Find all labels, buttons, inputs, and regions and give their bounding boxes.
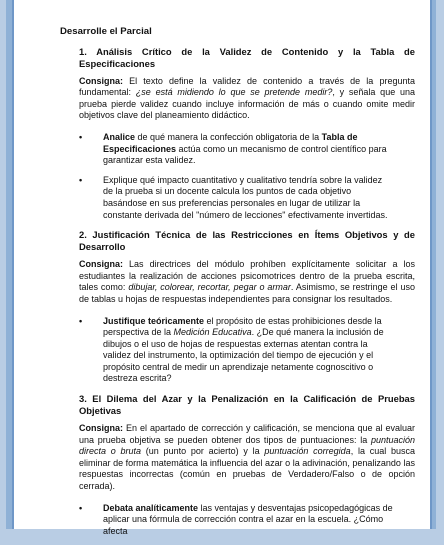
bullet-text: las ventajas y desventajas psicopedagógicas de aplicar una fórmula de corrección contra el azar en la escuela. ¿Cómo afecta xyxy=(103,502,393,536)
consigna-label: Consigna: xyxy=(79,259,123,270)
consigna-label: Consigna: xyxy=(79,75,123,86)
section-2-heading: 2. Justificación Técnica de las Restricciones en Ítems Objetivos y de Desarrollo xyxy=(79,229,415,253)
section-1-heading: 1. Análisis Crítico de la Validez de Contenido y la Tabla de Especificaciones xyxy=(79,45,415,69)
document-page xyxy=(12,0,432,536)
bullet-icon: • xyxy=(79,315,83,326)
list-item xyxy=(79,175,393,221)
consigna-text: . Asimismo, se restringe el uso de tablas u hojas de respuestas independientes para consignar los resultados. xyxy=(79,282,415,304)
bullet-text: el propósito de estas prohibiciones desde la perspectiva de la xyxy=(103,315,382,338)
bullet-text: . ¿De qué manera la inclusión de dibujos o el uso de hojas de respuestas externas atentan contra la validez del instrumento, la optimización del tiempo de ejecución y el propósito central de medir un aprendizaje netamente cognoscitivo o destreza escrita? xyxy=(103,327,384,384)
section-2-consigna xyxy=(79,259,415,305)
bullet-icon: • xyxy=(79,174,83,185)
bullet-icon: • xyxy=(79,131,83,142)
consigna-italic: dibujar, colorear, recortar, pegar o armar xyxy=(128,282,291,293)
consigna-label: Consigna: xyxy=(79,423,123,434)
list-item xyxy=(79,503,393,538)
consigna-italic: puntuación corregida xyxy=(264,446,351,457)
bullet-lead: Debata analíticamente xyxy=(103,502,199,513)
bullet-italic: Medición Educativa xyxy=(173,327,252,338)
list-item xyxy=(79,132,393,167)
section-3 xyxy=(79,393,415,537)
list-item xyxy=(79,316,393,386)
bullet-icon: • xyxy=(79,502,83,513)
document-content xyxy=(60,26,416,545)
bullet-bold: Tabla de Especificaciones xyxy=(103,131,358,154)
section-2 xyxy=(79,229,415,385)
section-3-consigna xyxy=(79,423,415,493)
bullet-lead: Analice xyxy=(103,131,136,142)
document-title: Desarrolle el Parcial xyxy=(60,26,152,37)
consigna-text: , la cual busca eliminar de forma matemática la influencia del azar o la adivinación, penalizando las respuestas incorrectas (común en pruebas de Verdadero/Falso o de opción cerrada). xyxy=(79,446,415,492)
bullet-lead: Justifique teóricamente xyxy=(103,315,205,326)
bullet-text: actúa como un mecanismo de control científico para garantizar esta validez. xyxy=(103,143,387,166)
bullet-text: de qué manera la confección obligatoria de la xyxy=(135,131,322,142)
section-1-consigna xyxy=(79,76,415,122)
consigna-text: , y señala que una prueba pierde validez cuando incluye información de más o cuando omite medir objetivos clave del planeamiento didáctico. xyxy=(79,87,415,121)
section-3-heading: 3. El Dilema del Azar y la Penalización en la Calificación de Pruebas Objetivas xyxy=(79,393,415,417)
bullet-text: Explique qué impacto cuantitativo y cualitativo tendría sobre la validez de la prueba si un docente calcula los puntos de cada objetivo basándose en sus preferencias personales en lugar de utilizar la constante derivada del "número de lecciones" efectivamente invertidas. xyxy=(103,174,388,220)
consigna-text: Las directrices del módulo prohíben explícitamente solicitar a los estudiantes la realización de acciones psicomotrices dentro de la prueba escrita, tales como: xyxy=(79,259,415,293)
section-1-bullets xyxy=(79,132,415,221)
consigna-text: En el apartado de corrección y calificación, se menciona que al evaluar una prueba objetiva se pueden obtener dos tipos de puntuaciones: la xyxy=(79,423,415,445)
consigna-italic: puntuación directa o bruta xyxy=(79,434,415,457)
consigna-text: (un punto por acierto) y la xyxy=(141,446,265,457)
consigna-text: El texto define la validez de contenido a través de la pregunta fundamental: xyxy=(79,75,415,98)
section-1 xyxy=(79,46,415,222)
section-2-bullets xyxy=(79,316,415,386)
section-3-bullets xyxy=(79,503,415,538)
consigna-italic: ¿se está midiendo lo que se pretende medir? xyxy=(135,87,333,98)
